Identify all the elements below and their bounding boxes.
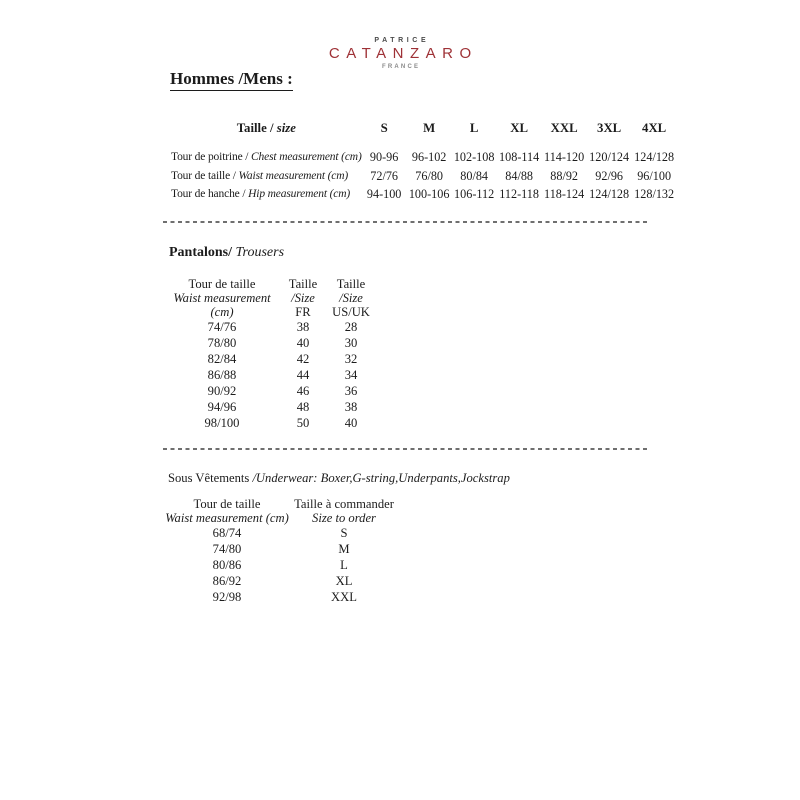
trousers-waist-value: 90/92: [207, 384, 237, 398]
underwear-size-subheader: Size to order: [312, 511, 376, 525]
trousers-row: [166, 319, 374, 335]
underwear-waist-subheader: Waist measurement (cm): [165, 511, 289, 525]
underwear-header-row-2: [160, 511, 394, 525]
size-col-header-3xl: 3XL: [597, 121, 622, 135]
trousers-row: [166, 367, 374, 383]
waist-value: 80/84: [460, 168, 489, 183]
trousers-usuk-value: 36: [344, 384, 358, 398]
underwear-size-table: [160, 497, 394, 605]
size-corner-label: Taille / size: [236, 121, 296, 135]
trousers-header-row-3: [166, 305, 374, 319]
trousers-waist-value: 86/88: [207, 368, 237, 382]
trousers-header-row-2: [166, 291, 374, 305]
trousers-usuk-value: 38: [344, 400, 358, 414]
chest-value: 114-120: [544, 150, 585, 164]
hip-value: 124/128: [589, 187, 630, 201]
waist-value: 96/100: [637, 168, 672, 183]
trousers-row: [166, 335, 374, 351]
chest-value: 96-102: [411, 150, 447, 164]
underwear-size-value: XL: [335, 574, 353, 588]
trousers-fr-value: 46: [296, 384, 310, 398]
underwear-waist-value: 92/98: [212, 590, 242, 604]
trousers-fr-value: 48: [296, 400, 310, 414]
size-col-header-xl: XL: [510, 121, 529, 135]
trousers-usuk-value: 34: [344, 368, 358, 382]
chest-value: 108-114: [499, 150, 540, 164]
hip-measurement-row: [171, 185, 677, 204]
trousers-row: [166, 415, 374, 431]
underwear-waist-value: 86/92: [212, 574, 242, 588]
trousers-fr-value: 44: [296, 368, 310, 382]
trousers-fr-subheader: /Size: [291, 291, 315, 305]
underwear-size-value: M: [338, 542, 350, 556]
trousers-row: [166, 351, 374, 367]
mens-size-table: [171, 121, 677, 204]
trousers-fr-header: Taille: [288, 277, 318, 291]
chest-value: 124/128: [634, 150, 675, 164]
trousers-waist-value: 78/80: [207, 336, 237, 350]
trousers-size-table: [166, 277, 374, 431]
trousers-row: [166, 399, 374, 415]
mens-size-table-header-row: [171, 121, 677, 148]
underwear-waist-value: 74/80: [212, 542, 242, 556]
trousers-header-row-1: [166, 277, 374, 291]
hip-value: 112-118: [499, 187, 539, 201]
underwear-size-value: XXL: [331, 590, 357, 604]
mens-section-heading: [170, 69, 293, 91]
waist-value: 92/96: [595, 168, 624, 183]
trousers-waist-value: 94/96: [207, 400, 237, 414]
brand-name-main: CATANZARO: [328, 45, 478, 62]
size-col-header-xxl: XXL: [550, 121, 578, 135]
underwear-row: [160, 541, 394, 557]
underwear-waist-value: 80/86: [212, 558, 242, 572]
trousers-fr-label: FR: [295, 305, 311, 319]
trousers-cm-label: (cm): [210, 305, 234, 319]
brand-logo: [0, 37, 800, 71]
trousers-waist-value: 98/100: [204, 416, 240, 430]
trousers-fr-value: 40: [296, 336, 310, 350]
trousers-fr-value: 38: [296, 320, 310, 334]
waist-measurement-row: [171, 167, 677, 186]
underwear-size-header: Taille à commander: [294, 497, 394, 511]
trousers-waist-header: Tour de taille: [188, 277, 256, 291]
chest-measurement-row: [171, 148, 677, 167]
waist-value: 84/88: [505, 168, 534, 183]
trousers-usuk-header: Taille: [336, 277, 366, 291]
trousers-usuk-label: US/UK: [332, 305, 370, 319]
chest-value: 90-96: [369, 150, 399, 164]
trousers-usuk-value: 28: [344, 320, 358, 334]
trousers-waist-value: 82/84: [207, 352, 237, 366]
mens-section-heading-text: Hommes /Mens :: [170, 69, 293, 91]
chest-row-label: Tour de poitrine / Chest measurement (cm): [171, 151, 362, 163]
underwear-row: [160, 525, 394, 541]
trousers-waist-value: 74/76: [207, 320, 237, 334]
size-col-header-l: L: [469, 121, 479, 135]
underwear-row: [160, 557, 394, 573]
trousers-row: [166, 383, 374, 399]
size-col-header-4xl: 4XL: [642, 121, 667, 135]
dashed-separator-bottom: [163, 448, 648, 450]
size-col-header-m: M: [423, 121, 436, 135]
waist-value: 72/76: [370, 168, 399, 183]
trousers-usuk-value: 30: [344, 336, 358, 350]
underwear-size-value: L: [340, 558, 348, 572]
hip-value: 94-100: [366, 187, 402, 201]
underwear-row: [160, 589, 394, 605]
dashed-separator-top: [163, 221, 648, 223]
underwear-section-heading: Sous Vêtements /Underwear: Boxer,G-string,Underpants,Jockstrap: [168, 471, 510, 485]
trousers-fr-value: 42: [296, 352, 310, 366]
size-col-header-s: S: [380, 121, 388, 135]
waist-value: 76/80: [415, 168, 444, 183]
trousers-fr-value: 50: [296, 416, 310, 430]
trousers-usuk-value: 40: [344, 416, 358, 430]
trousers-usuk-subheader: /Size: [339, 291, 363, 305]
waist-row-label: Tour de taille / Waist measurement (cm): [171, 169, 349, 182]
hip-value: 128/132: [634, 187, 675, 201]
hip-row-label: Tour de hanche / Hip measurement (cm): [171, 188, 351, 200]
underwear-header-row-1: [160, 497, 394, 511]
hip-value: 106-112: [454, 187, 495, 201]
trousers-waist-subheader: Waist measurement: [173, 291, 271, 305]
trousers-section-heading: Pantalons/ Trousers: [169, 245, 285, 260]
brand-name-top: PATRICE: [374, 37, 430, 44]
underwear-row: [160, 573, 394, 589]
underwear-waist-value: 68/74: [212, 526, 242, 540]
hip-value: 118-124: [544, 187, 585, 201]
underwear-waist-header: Tour de taille: [193, 497, 261, 511]
chest-value: 102-108: [453, 150, 495, 164]
brand-name-country: FRANCE: [381, 64, 421, 70]
underwear-size-value: S: [340, 526, 348, 540]
trousers-usuk-value: 32: [344, 352, 358, 366]
waist-value: 88/92: [550, 168, 579, 183]
chest-value: 120/124: [589, 150, 630, 164]
hip-value: 100-106: [408, 187, 450, 201]
